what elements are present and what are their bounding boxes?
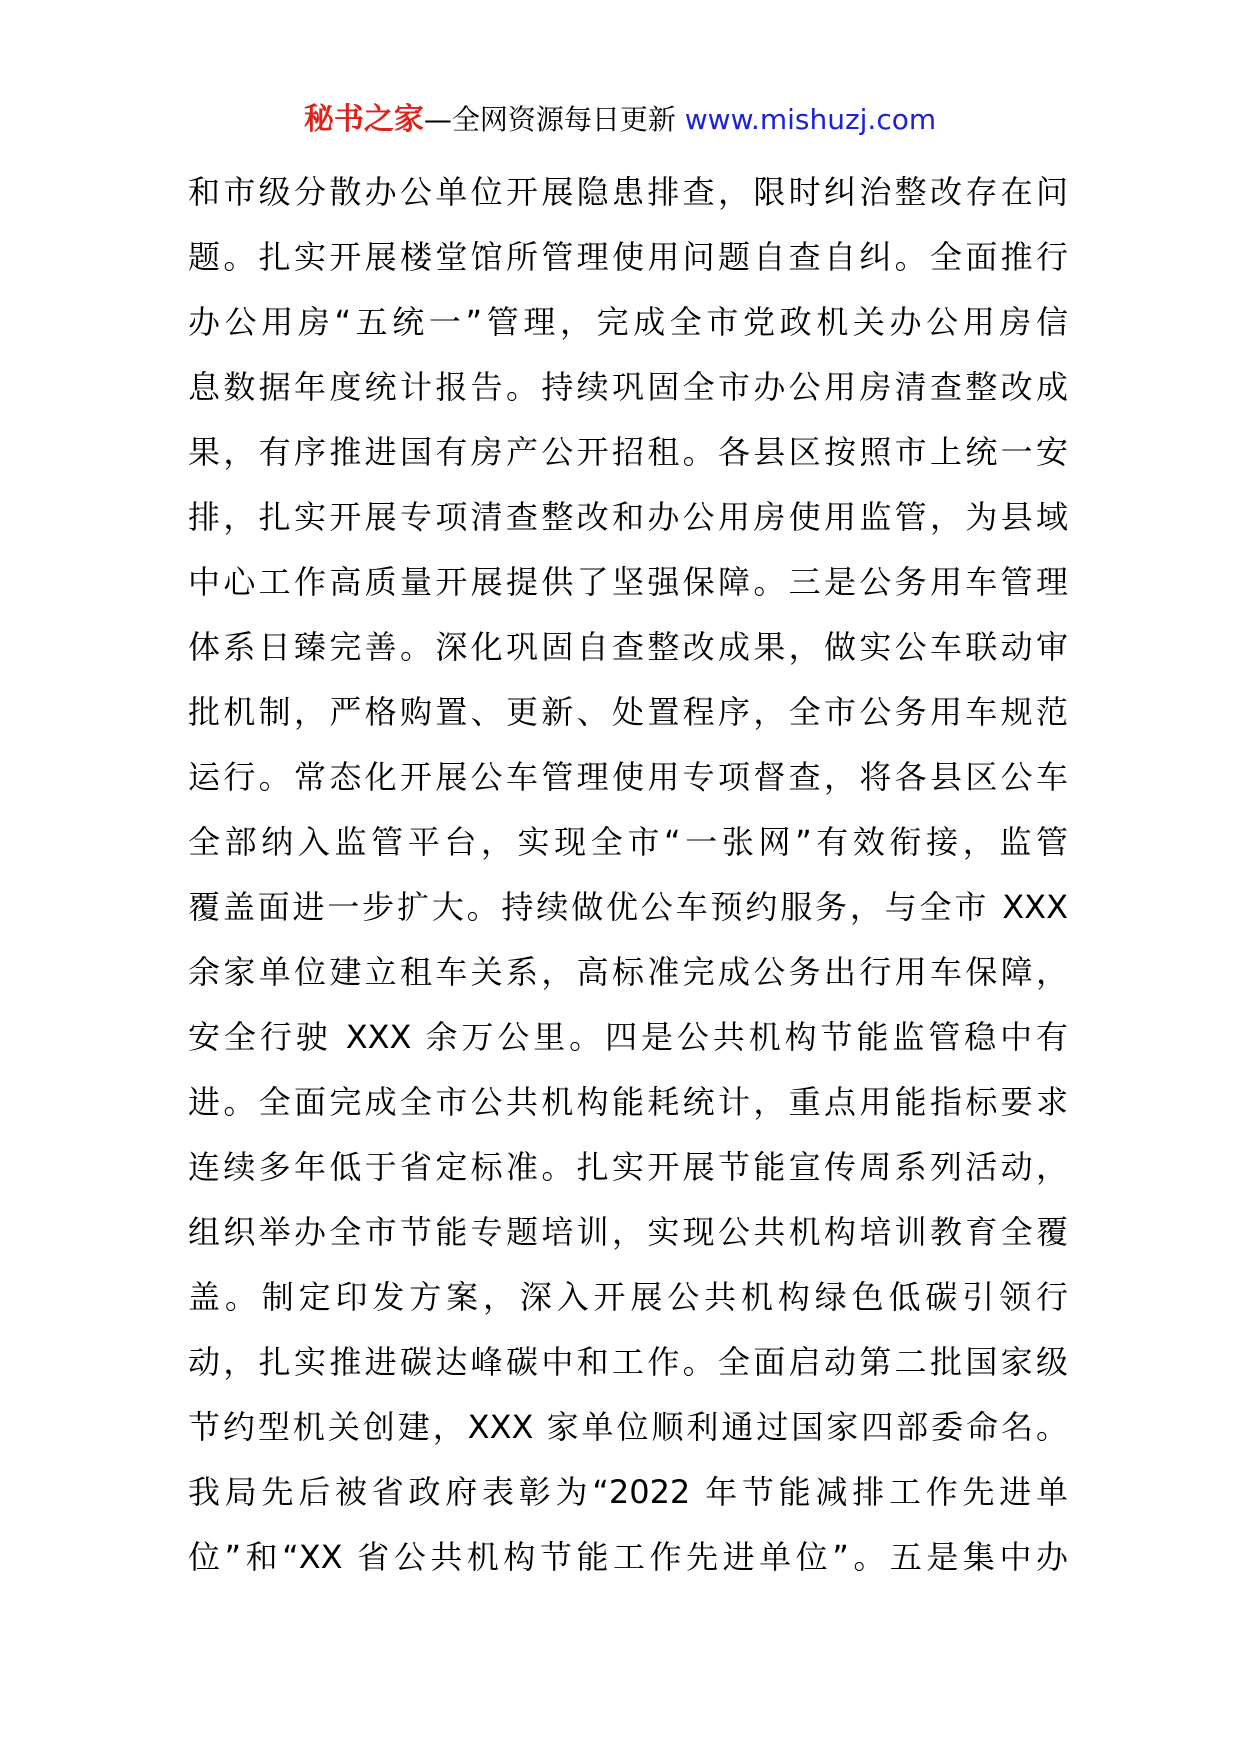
text-line: 余家单位建立租车关系，高标准完成公务出行用车保障， [188, 953, 1068, 991]
site-url-link[interactable]: www.mishuzj.com [684, 103, 937, 136]
text-line: 体系日臻完善。深化巩固自查整改成果，做实公车联动审 [188, 628, 1068, 666]
page-header [0, 100, 1240, 140]
text-line: 中心工作高质量开展提供了坚强保障。三是公务用车管理 [188, 563, 1068, 601]
text-line: 盖。制定印发方案，深入开展公共机构绿色低碳引领行 [188, 1278, 1068, 1316]
text-line: 位”和“XX 省公共机构节能工作先进单位”。五是集中办 [188, 1538, 1068, 1576]
text-line: 排，扎实开展专项清查整改和办公用房使用监管，为县域 [188, 498, 1068, 536]
text-line: 题。扎实开展楼堂馆所管理使用问题自查自纠。全面推行 [188, 238, 1068, 276]
document-body [188, 160, 1068, 1590]
text-line: 节约型机关创建，XXX 家单位顺利通过国家四部委命名。 [188, 1408, 1068, 1446]
text-line: 进。全面完成全市公共机构能耗统计，重点用能指标要求 [188, 1083, 1068, 1121]
text-line: 覆盖面进一步扩大。持续做优公车预约服务，与全市 XXX [188, 888, 1068, 926]
text-line: 我局先后被省政府表彰为“2022 年节能减排工作先进单 [188, 1473, 1068, 1511]
text-line: 果，有序推进国有房产公开招租。各县区按照市上统一安 [188, 433, 1068, 471]
text-line: 安全行驶 XXX 余万公里。四是公共机构节能监管稳中有 [188, 1018, 1068, 1056]
text-line: 办公用房“五统一”管理，完成全市党政机关办公用房信 [188, 303, 1068, 341]
text-line: 和市级分散办公单位开展隐患排查，限时纠治整改存在问 [188, 173, 1068, 211]
text-line: 批机制，严格购置、更新、处置程序，全市公务用车规范 [188, 693, 1068, 731]
text-line: 动，扎实推进碳达峰碳中和工作。全面启动第二批国家级 [188, 1343, 1068, 1381]
header-slogan: —全网资源每日更新 [423, 103, 676, 136]
text-line: 组织举办全市节能专题培训，实现公共机构培训教育全覆 [188, 1213, 1068, 1251]
text-line: 息数据年度统计报告。持续巩固全市办公用房清查整改成 [188, 368, 1068, 406]
text-line: 全部纳入监管平台，实现全市“一张网”有效衔接，监管 [188, 823, 1068, 861]
text-line: 连续多年低于省定标准。扎实开展节能宣传周系列活动， [188, 1148, 1068, 1186]
text-line: 运行。常态化开展公车管理使用专项督查，将各县区公车 [188, 758, 1068, 796]
brand-name: 秘书之家 [303, 102, 424, 137]
